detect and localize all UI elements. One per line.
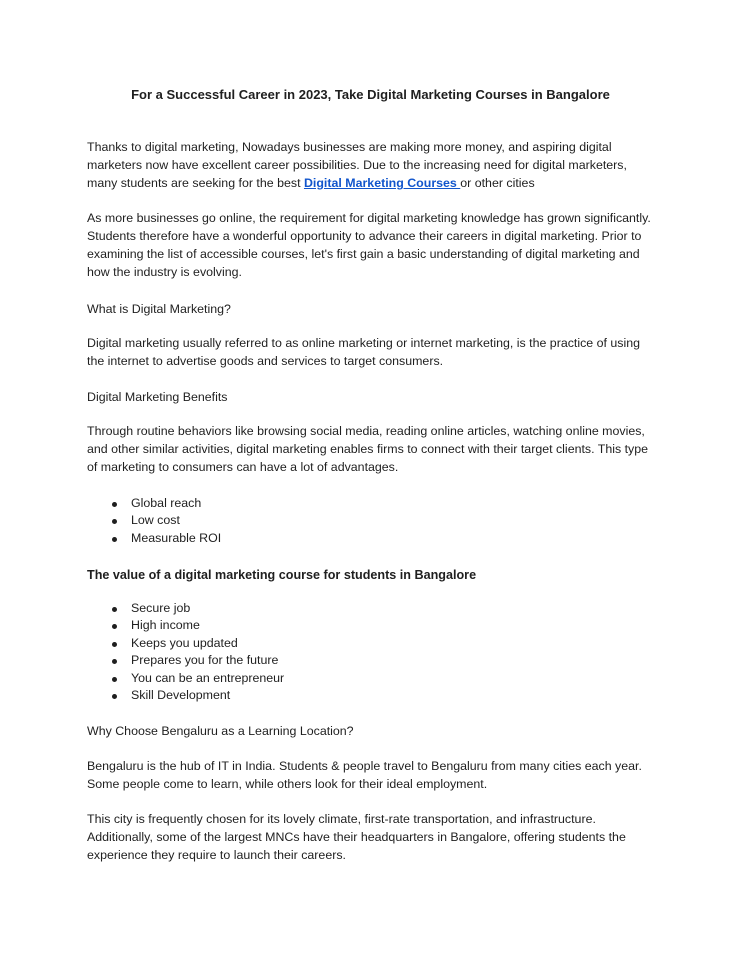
definition-paragraph: Digital marketing usually referred to as online marketing or internet marketing, is the practice of using the internet to advertise goods and services to target consumers. bbox=[87, 336, 641, 368]
list-item bbox=[87, 495, 221, 512]
bengaluru-hub-paragraph: Bengaluru is the hub of IT in India. Students & people travel to Bengaluru from many cities each year. Some people come to learn, while others look for their ideal employment. bbox=[87, 759, 642, 791]
value-list bbox=[87, 600, 284, 704]
list-item-text: Global reach bbox=[131, 496, 202, 510]
bullet-icon bbox=[112, 677, 117, 682]
digital-marketing-courses-link[interactable]: Digital Marketing Courses bbox=[303, 176, 461, 190]
bullet-icon bbox=[112, 607, 117, 612]
list-item bbox=[87, 530, 221, 547]
list-item bbox=[87, 600, 284, 617]
city-paragraph: This city is frequently chosen for its lovely climate, first-rate transportation, and infrastructure. Additionally, some of the largest MNCs have their headquarters in Bangalore, offering students the experience they require to launch their careers. bbox=[87, 812, 626, 862]
benefits-list bbox=[87, 495, 221, 547]
benefits-heading: Digital Marketing Benefits bbox=[87, 390, 228, 404]
list-item bbox=[87, 652, 284, 669]
why-bengaluru-heading: Why Choose Bengaluru as a Learning Location? bbox=[87, 724, 354, 738]
intro-text-end: or other cities bbox=[460, 176, 535, 190]
list-item bbox=[87, 635, 284, 652]
list-item-text: High income bbox=[131, 618, 200, 633]
intro-text: Thanks to digital marketing, Nowadays businesses are making more money, and aspiring digital marketers now have excellent career possibilities. Due to the increasing need for digital marketers, many students are seeking for the best bbox=[87, 140, 627, 190]
bullet-icon bbox=[112, 659, 117, 664]
bullet-icon bbox=[112, 502, 117, 507]
bullet-icon bbox=[112, 624, 117, 629]
list-item-text: You can be an entrepreneur bbox=[131, 670, 285, 685]
what-is-heading: What is Digital Marketing? bbox=[87, 302, 231, 316]
document-title: For a Successful Career in 2023, Take Digital Marketing Courses in Bangalore bbox=[131, 87, 610, 102]
list-item-text: Skill Development bbox=[131, 688, 231, 703]
bullet-icon bbox=[112, 519, 117, 524]
list-item bbox=[87, 687, 284, 704]
bullet-icon bbox=[112, 694, 117, 699]
bullet-icon bbox=[112, 642, 117, 647]
online-business-paragraph: As more businesses go online, the requirement for digital marketing knowledge has grown significantly. Students therefore have a wonderful opportunity to advance their careers in digital marketing. Prior to examining the list of accessible courses, let's first gain a basic understanding of digital marketing and how the industry is evolving. bbox=[87, 211, 651, 279]
benefits-paragraph: Through routine behaviors like browsing social media, reading online articles, watching online movies, and other similar activities, digital marketing enables firms to connect with their target clients. This type of marketing to consumers can have a lot of advantages. bbox=[87, 424, 649, 474]
intro-paragraph bbox=[87, 138, 652, 192]
list-item bbox=[87, 670, 284, 687]
list-item-text: Low cost bbox=[131, 513, 180, 528]
list-item-text: Prepares you for the future bbox=[131, 653, 279, 668]
bullet-icon bbox=[112, 537, 117, 542]
list-item-text: Measurable ROI bbox=[131, 530, 222, 545]
list-item-text: Secure job bbox=[131, 601, 191, 615]
list-item bbox=[87, 512, 221, 529]
list-item bbox=[87, 617, 284, 634]
list-item-text: Keeps you updated bbox=[131, 635, 238, 650]
value-heading: The value of a digital marketing course for students in Bangalore bbox=[87, 568, 477, 582]
